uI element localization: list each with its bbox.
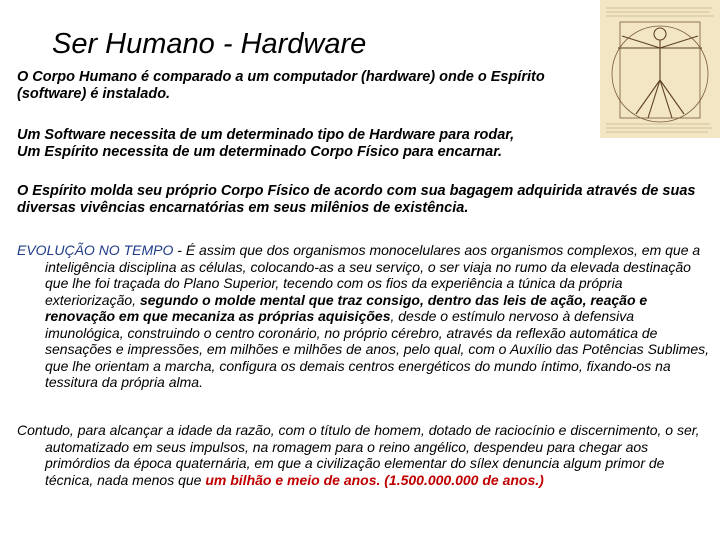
evolucao-text-c: , desde o estímulo nervoso à defensiva imunológica, construindo o centro coronário, no próprio cérebro, através da reflexão automática de sensações e impressões, em milhões e milhões de anos, pelo qual, com o Auxílio das Potências Sublimes, que lhe orientam a marcha, configura os demais centros energéticos do mundo íntimo, fixando-os na tessitura da própria alma. <box>45 308 710 390</box>
paragraph-software-hardware <box>17 127 602 161</box>
contudo-text-a: Contudo, para alcançar a idade da razão, com o título de homem, dotado de raciocínio e discernimento, o ser, automatizado em seus impulsos, na romagem para o reino angélico, despendeu para chegar aos primórdios da época quaternária, em que a civilização elementar do sílex denuncia algum primor de técnica, nada menos que <box>17 422 700 488</box>
heading-dash: - <box>173 242 186 258</box>
paragraph-evolucao-no-tempo <box>17 242 713 391</box>
evolucao-bold-text: segundo o molde mental que traz consigo, dentro das leis de ação, reação e renovação em que mecaniza as próprias aquisições <box>45 291 648 324</box>
slide-title: Ser Humano - Hardware <box>52 28 367 60</box>
evolucao-heading: EVOLUÇÃO NO TEMPO <box>17 242 174 258</box>
contudo-red-text: um bilhão e meio de anos. (1.500.000.000 de anos.) <box>205 471 544 488</box>
paragraph-computer-analogy: O Corpo Humano é comparado a um computador (hardware) onde o Espírito (software) é instalado. <box>17 69 545 102</box>
vitruvian-man-drawing-icon <box>600 0 720 138</box>
paragraph-espirito-molda: O Espírito molda seu próprio Corpo Físico de acordo com sua bagagem adquirida através de suas diversas vivências encarnatórias em seus milênios de existência. <box>17 183 696 216</box>
line-espirito: Um Espírito necessita de um determinado Corpo Físico para encarnar. <box>17 144 503 160</box>
evolucao-text-a: É assim que dos organismos monocelulares aos organismos complexos, em que a inteligência disciplina as células, colocando-as a seu serviço, o ser viaja no rumo da elevada destinação que lhe foi traçada do Plano Superior, tecendo com os fios da experiência a túnica da própria exteriorização, <box>45 242 701 308</box>
line-software: Um Software necessita de um determinado tipo de Hardware para rodar, <box>17 127 515 143</box>
paragraph-contudo <box>17 422 713 488</box>
